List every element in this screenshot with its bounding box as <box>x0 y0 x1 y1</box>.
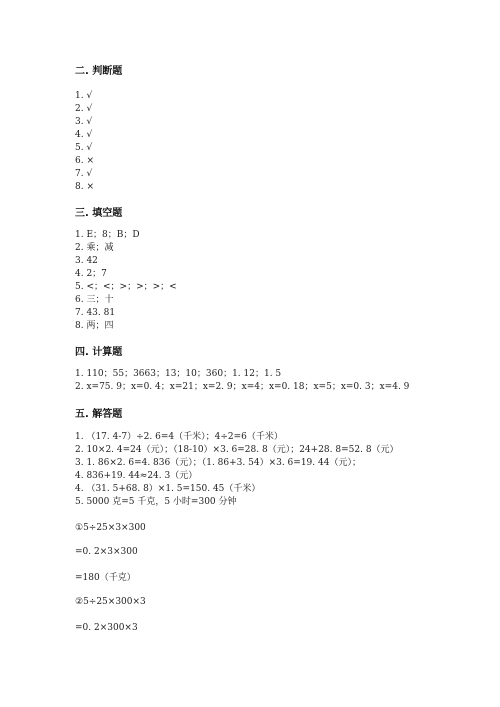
judge-answer-2: 2. √ <box>75 104 93 114</box>
solve-line-3: 3. 1. 86×2. 6=4. 836（元）；（1. 86+3. 54）×3. 6=19. 44（元）； <box>75 458 361 468</box>
solve-step-3: =180（千克） <box>75 573 136 583</box>
judge-answer-5: 5. √ <box>75 143 93 153</box>
calc-answer-1: 1. 110；55；3663；13；10；360；1. 12；1. 5 <box>75 369 282 379</box>
solve-step-2: =0. 2×3×300 <box>75 547 138 557</box>
judge-answer-6: 6. × <box>75 156 94 166</box>
solve-line-4: 4. 836+19. 44≈24. 3（元） <box>75 471 198 481</box>
fill-answer-3: 3. 42 <box>75 256 98 266</box>
fill-answer-8: 8. 两；四 <box>75 321 114 331</box>
section-title-calc: 四. 计算题 <box>75 347 123 358</box>
judge-answer-1: 1. √ <box>75 91 93 101</box>
fill-answer-4: 4. 2；7 <box>75 269 107 279</box>
solve-step-4: ②5÷25×300×3 <box>75 597 146 607</box>
judge-answer-8: 8. × <box>75 182 94 192</box>
judge-answer-7: 7. √ <box>75 169 93 179</box>
solve-line-2: 2. 10×2. 4=24（元）；（18-10）×3. 6=28. 8（元）；24+28. 8=52. 8（元） <box>75 445 399 455</box>
fill-answer-5: 5. <；<；>；>；>；< <box>75 282 177 292</box>
solve-step-5: =0. 2×300×3 <box>75 623 138 633</box>
section-title-fill: 三. 填空题 <box>75 208 123 219</box>
judge-answer-3: 3. √ <box>75 117 93 127</box>
fill-answer-7: 7. 43. 81 <box>75 308 116 318</box>
calc-answer-2: 2. x=75. 9；x=0. 4；x=21；x=2. 9；x=4；x=0. 18；x=5；x=0. 3；x=4. 9 <box>75 382 410 392</box>
solve-line-1: 1. （17. 4-7）÷2. 6=4（千米）；4÷2=6（千米） <box>75 432 283 442</box>
solve-line-6: 5. 5000 克=5 千克，5 小时=300 分钟 <box>75 497 237 507</box>
section-title-solve: 五. 解答题 <box>75 409 123 420</box>
section-title-judge: 二. 判断题 <box>75 66 123 77</box>
solve-step-1: ①5÷25×3×300 <box>75 523 146 533</box>
fill-answer-6: 6. 三；十 <box>75 295 114 305</box>
solve-line-5: 4. （31. 5+68. 8）×1. 5=150. 45（千米） <box>75 484 261 494</box>
fill-answer-1: 1. E；8；B；D <box>75 230 140 240</box>
fill-answer-2: 2. 乘；减 <box>75 243 114 253</box>
judge-answer-4: 4. √ <box>75 130 93 140</box>
